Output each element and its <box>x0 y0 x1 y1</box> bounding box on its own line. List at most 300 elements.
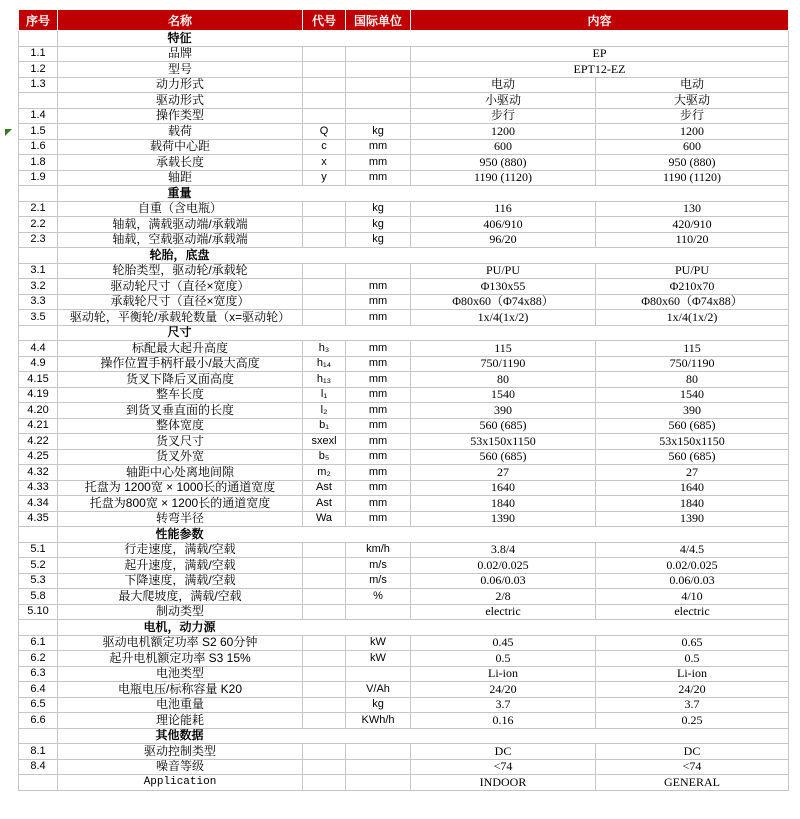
table-row <box>19 263 789 279</box>
symbol-cell[interactable] <box>303 558 346 574</box>
table-row <box>19 604 789 620</box>
symbol-cell[interactable]: m₂ <box>303 465 346 481</box>
table-row <box>19 170 789 186</box>
value-cell-model2[interactable]: 27 <box>596 465 789 481</box>
symbol-cell[interactable] <box>303 108 346 124</box>
spec-name-cell[interactable]: 下降速度，满载/空载 <box>58 573 303 589</box>
row-number-cell[interactable]: 4.21 <box>19 418 58 434</box>
row-number-cell[interactable]: 4.25 <box>19 449 58 465</box>
unit-cell[interactable]: mm <box>346 465 411 481</box>
spec-name-cell[interactable]: 品牌 <box>58 46 303 62</box>
unit-cell[interactable]: kg <box>346 124 411 140</box>
row-number-cell[interactable]: 5.3 <box>19 573 58 589</box>
unit-cell[interactable]: mm <box>346 449 411 465</box>
unit-cell[interactable]: kg <box>346 201 411 217</box>
row-number-cell[interactable]: 3.2 <box>19 279 58 295</box>
value-cell-model1[interactable]: 小驱动 <box>411 93 596 109</box>
symbol-cell[interactable]: b₁ <box>303 418 346 434</box>
spec-name-cell[interactable]: 承载长度 <box>58 155 303 171</box>
unit-cell[interactable]: kW <box>346 635 411 651</box>
value-cell-model2[interactable]: 4/10 <box>596 589 789 605</box>
symbol-cell[interactable]: c <box>303 139 346 155</box>
row-number-cell[interactable]: 5.1 <box>19 542 58 558</box>
section-title: 性能参数 <box>155 526 204 541</box>
value-cell-model1[interactable]: 950 (880) <box>411 155 596 171</box>
section-number-cell[interactable] <box>19 31 58 47</box>
table-row <box>19 93 789 109</box>
value-cell-model2[interactable]: 1640 <box>596 480 789 496</box>
value-cell-model2[interactable]: Li-ion <box>596 666 789 682</box>
symbol-cell[interactable] <box>303 604 346 620</box>
row-number-cell[interactable]: 4.9 <box>19 356 58 372</box>
value-cell-model1[interactable]: 0.45 <box>411 635 596 651</box>
row-number-cell[interactable]: 4.35 <box>19 511 58 527</box>
symbol-cell[interactable]: l₁ <box>303 387 346 403</box>
symbol-cell[interactable] <box>303 573 346 589</box>
row-number-cell[interactable]: 1.8 <box>19 155 58 171</box>
symbol-cell[interactable] <box>303 93 346 109</box>
row-number-cell[interactable] <box>19 93 58 109</box>
spec-name-cell[interactable]: 制动类型 <box>58 604 303 620</box>
header-cell-unit[interactable]: 国际单位 <box>346 10 411 31</box>
table-row <box>19 387 789 403</box>
table-row <box>19 108 789 124</box>
comment-flag-icon <box>5 129 12 136</box>
row-number-cell[interactable]: 2.2 <box>19 217 58 233</box>
spec-name-cell[interactable]: 轴载，满载驱动端/承载端 <box>58 217 303 233</box>
spec-name-cell[interactable]: 货叉外宽 <box>58 449 303 465</box>
spec-name-cell[interactable]: 整体宽度 <box>58 418 303 434</box>
value-cell-model2[interactable]: 3.7 <box>596 697 789 713</box>
row-number-cell[interactable]: 8.4 <box>19 759 58 775</box>
value-cell-model1[interactable]: 750/1190 <box>411 356 596 372</box>
row-number-cell[interactable]: 1.6 <box>19 139 58 155</box>
section-number-cell[interactable] <box>19 248 58 264</box>
spec-name-cell[interactable]: 载荷中心距 <box>58 139 303 155</box>
merged-value-cell[interactable]: EPT12-EZ <box>411 62 789 78</box>
value-cell-model2[interactable]: 390 <box>596 403 789 419</box>
value-cell-model1[interactable]: 560 (685) <box>411 449 596 465</box>
spec-name-cell[interactable]: 操作位置手柄杆最小/最大高度 <box>58 356 303 372</box>
unit-cell[interactable] <box>346 93 411 109</box>
row-number-cell[interactable]: 6.6 <box>19 713 58 729</box>
spec-name-cell[interactable]: 轮胎类型，驱动轮/承载轮 <box>58 263 303 279</box>
symbol-cell[interactable] <box>303 279 346 295</box>
table-row <box>19 511 789 527</box>
spec-name-cell[interactable]: 最大爬坡度，满载/空载 <box>58 589 303 605</box>
table-row <box>19 558 789 574</box>
row-number-cell[interactable]: 5.8 <box>19 589 58 605</box>
value-cell-model2[interactable]: 110/20 <box>596 232 789 248</box>
spec-name-cell[interactable]: 标配最大起升高度 <box>58 341 303 357</box>
unit-cell[interactable]: mm <box>346 356 411 372</box>
value-cell-model2[interactable]: 80 <box>596 372 789 388</box>
symbol-cell[interactable]: b₅ <box>303 449 346 465</box>
section-number-cell[interactable] <box>19 325 58 341</box>
unit-cell[interactable]: mm <box>346 139 411 155</box>
spec-table-body <box>19 31 789 791</box>
value-cell-model2[interactable]: 560 (685) <box>596 449 789 465</box>
table-row <box>19 372 789 388</box>
value-cell-model1[interactable]: 1200 <box>411 124 596 140</box>
section-title-cell[interactable] <box>58 186 789 202</box>
value-cell-model2[interactable]: 600 <box>596 139 789 155</box>
table-row <box>19 155 789 171</box>
symbol-cell[interactable] <box>303 62 346 78</box>
value-cell-model1[interactable]: 80 <box>411 372 596 388</box>
value-cell-model1[interactable]: INDOOR <box>411 775 596 791</box>
header-cell-content[interactable]: 内容 <box>411 10 789 31</box>
row-number-cell[interactable]: 3.3 <box>19 294 58 310</box>
section-title-cell[interactable] <box>58 31 789 47</box>
row-number-cell[interactable]: 8.1 <box>19 744 58 760</box>
symbol-cell[interactable]: Q <box>303 124 346 140</box>
value-cell-model1[interactable]: 1x/4(1x/2) <box>411 310 596 326</box>
value-cell-model2[interactable]: 大驱动 <box>596 93 789 109</box>
value-cell-model1[interactable]: 3.7 <box>411 697 596 713</box>
header-cell-name[interactable]: 名称 <box>58 10 303 31</box>
unit-cell[interactable]: kg <box>346 697 411 713</box>
value-cell-model1[interactable]: 0.5 <box>411 651 596 667</box>
value-cell-model2[interactable]: 电动 <box>596 77 789 93</box>
row-number-cell[interactable]: 6.3 <box>19 666 58 682</box>
value-cell-model1[interactable]: 电动 <box>411 77 596 93</box>
symbol-cell[interactable] <box>303 635 346 651</box>
unit-cell[interactable]: mm <box>346 372 411 388</box>
value-cell-model2[interactable]: 53x150x1150 <box>596 434 789 450</box>
value-cell-model1[interactable]: 116 <box>411 201 596 217</box>
row-number-cell[interactable]: 4.4 <box>19 341 58 357</box>
spec-name-cell[interactable]: 电池重量 <box>58 697 303 713</box>
section-title: 尺寸 <box>167 325 192 340</box>
row-number-cell[interactable]: 1.3 <box>19 77 58 93</box>
table-row <box>19 635 789 651</box>
value-cell-model2[interactable]: 560 (685) <box>596 418 789 434</box>
symbol-cell[interactable] <box>303 589 346 605</box>
unit-cell[interactable] <box>346 108 411 124</box>
row-number-cell[interactable]: 1.2 <box>19 62 58 78</box>
unit-cell[interactable]: km/h <box>346 542 411 558</box>
unit-cell[interactable] <box>346 666 411 682</box>
spec-name-cell[interactable]: 托盘为800宽 × 1200长的通道宽度 <box>58 496 303 512</box>
section-title-cell[interactable] <box>58 325 789 341</box>
value-cell-model1[interactable]: PU/PU <box>411 263 596 279</box>
value-cell-model2[interactable]: 0.06/0.03 <box>596 573 789 589</box>
value-cell-model1[interactable]: 步行 <box>411 108 596 124</box>
spec-name-cell[interactable]: 到货叉垂直面的长度 <box>58 403 303 419</box>
row-number-cell[interactable] <box>19 775 58 791</box>
symbol-cell[interactable]: x <box>303 155 346 171</box>
symbol-cell[interactable] <box>303 263 346 279</box>
section-title-cell[interactable] <box>58 527 789 543</box>
symbol-cell[interactable] <box>303 682 346 698</box>
row-number-cell[interactable]: 5.10 <box>19 604 58 620</box>
unit-cell[interactable]: mm <box>346 387 411 403</box>
table-row <box>19 651 789 667</box>
value-cell-model1[interactable]: Li-ion <box>411 666 596 682</box>
header-cell-number[interactable]: 序号 <box>19 10 58 31</box>
spec-name-cell[interactable]: 货叉下降后叉面高度 <box>58 372 303 388</box>
value-cell-model1[interactable]: 1540 <box>411 387 596 403</box>
symbol-cell[interactable] <box>303 744 346 760</box>
row-number-cell[interactable]: 1.9 <box>19 170 58 186</box>
spec-name-cell[interactable]: 驱动轮，平衡轮/承载轮数量（x=驱动轮） <box>58 310 303 326</box>
spec-name-cell[interactable]: 噪音等级 <box>58 759 303 775</box>
value-cell-model2[interactable]: 0.02/0.025 <box>596 558 789 574</box>
section-row <box>19 186 789 202</box>
table-row <box>19 465 789 481</box>
value-cell-model2[interactable]: 130 <box>596 201 789 217</box>
symbol-cell[interactable]: h₃ <box>303 341 346 357</box>
header-cell-code[interactable]: 代号 <box>303 10 346 31</box>
spec-name-cell[interactable]: 理论能耗 <box>58 713 303 729</box>
unit-cell[interactable]: mm <box>346 480 411 496</box>
value-cell-model1[interactable]: 390 <box>411 403 596 419</box>
value-cell-model1[interactable]: Φ80x60（Φ74x88） <box>411 294 596 310</box>
value-cell-model2[interactable]: Φ210x70 <box>596 279 789 295</box>
symbol-cell[interactable]: Ast <box>303 496 346 512</box>
spec-name-cell[interactable]: 轴距 <box>58 170 303 186</box>
spec-name-cell[interactable]: 驱动控制类型 <box>58 744 303 760</box>
row-number-cell[interactable]: 4.22 <box>19 434 58 450</box>
unit-cell[interactable] <box>346 775 411 791</box>
unit-cell[interactable] <box>346 46 411 62</box>
value-cell-model2[interactable]: 1840 <box>596 496 789 512</box>
unit-cell[interactable] <box>346 744 411 760</box>
symbol-cell[interactable] <box>303 697 346 713</box>
section-row <box>19 31 789 47</box>
symbol-cell[interactable] <box>303 542 346 558</box>
unit-cell[interactable] <box>346 263 411 279</box>
table-row <box>19 124 789 140</box>
row-number-cell[interactable]: 1.1 <box>19 46 58 62</box>
spec-name-cell[interactable]: Application <box>58 775 303 791</box>
table-row <box>19 310 789 326</box>
spec-name-cell[interactable]: 转弯半径 <box>58 511 303 527</box>
table-row <box>19 77 789 93</box>
symbol-cell[interactable]: h₁₃ <box>303 372 346 388</box>
spec-name-cell[interactable]: 起升速度，满载/空载 <box>58 558 303 574</box>
section-title-cell[interactable] <box>58 248 789 264</box>
table-row <box>19 46 789 62</box>
value-cell-model1[interactable]: 600 <box>411 139 596 155</box>
spec-name-cell[interactable]: 整车长度 <box>58 387 303 403</box>
unit-cell[interactable]: mm <box>346 170 411 186</box>
row-number-cell[interactable]: 6.1 <box>19 635 58 651</box>
value-cell-model2[interactable]: 0.5 <box>596 651 789 667</box>
spec-name-cell[interactable]: 货叉尺寸 <box>58 434 303 450</box>
spec-name-cell[interactable]: 行走速度，满载/空载 <box>58 542 303 558</box>
unit-cell[interactable]: mm <box>346 403 411 419</box>
value-cell-model2[interactable]: 0.65 <box>596 635 789 651</box>
value-cell-model1[interactable]: 1390 <box>411 511 596 527</box>
section-title-cell[interactable] <box>58 620 789 636</box>
row-number-cell[interactable]: 4.20 <box>19 403 58 419</box>
section-number-cell[interactable] <box>19 527 58 543</box>
row-number-cell[interactable]: 4.33 <box>19 480 58 496</box>
unit-cell[interactable]: kg <box>346 232 411 248</box>
spec-name-cell[interactable]: 驱动形式 <box>58 93 303 109</box>
table-row <box>19 449 789 465</box>
spec-name-cell[interactable]: 驱动电机额定功率 S2 60分钟 <box>58 635 303 651</box>
spec-name-cell[interactable]: 轴距中心处离地间隙 <box>58 465 303 481</box>
row-number-cell[interactable]: 5.2 <box>19 558 58 574</box>
spec-table <box>18 9 789 791</box>
value-cell-model2[interactable]: 步行 <box>596 108 789 124</box>
value-cell-model1[interactable]: 115 <box>411 341 596 357</box>
value-cell-model2[interactable]: <74 <box>596 759 789 775</box>
section-number-cell[interactable] <box>19 728 58 744</box>
row-number-cell[interactable]: 4.34 <box>19 496 58 512</box>
symbol-cell[interactable]: Ast <box>303 480 346 496</box>
spec-name-cell[interactable]: 托盘为 1200宽 × 1000长的通道宽度 <box>58 480 303 496</box>
section-number-cell[interactable] <box>19 620 58 636</box>
unit-cell[interactable]: mm <box>346 496 411 512</box>
value-cell-model1[interactable]: 24/20 <box>411 682 596 698</box>
row-number-cell[interactable]: 4.19 <box>19 387 58 403</box>
row-number-cell[interactable]: 2.1 <box>19 201 58 217</box>
value-cell-model1[interactable]: 96/20 <box>411 232 596 248</box>
table-row <box>19 62 789 78</box>
value-cell-model2[interactable]: 0.25 <box>596 713 789 729</box>
table-row <box>19 542 789 558</box>
unit-cell[interactable]: mm <box>346 511 411 527</box>
value-cell-model2[interactable]: 115 <box>596 341 789 357</box>
unit-cell[interactable]: m/s <box>346 558 411 574</box>
unit-cell[interactable]: mm <box>346 310 411 326</box>
symbol-cell[interactable] <box>303 294 346 310</box>
symbol-cell[interactable]: sxexl <box>303 434 346 450</box>
symbol-cell[interactable]: Wa <box>303 511 346 527</box>
symbol-cell[interactable] <box>303 759 346 775</box>
value-cell-model1[interactable]: DC <box>411 744 596 760</box>
symbol-cell[interactable] <box>303 46 346 62</box>
unit-cell[interactable]: kg <box>346 217 411 233</box>
symbol-cell[interactable]: y <box>303 170 346 186</box>
unit-cell[interactable]: m/s <box>346 573 411 589</box>
row-number-cell[interactable]: 3.5 <box>19 310 58 326</box>
value-cell-model1[interactable]: 1190 (1120) <box>411 170 596 186</box>
value-cell-model1[interactable]: 1840 <box>411 496 596 512</box>
symbol-cell[interactable] <box>303 232 346 248</box>
spec-name-cell[interactable]: 载荷 <box>58 124 303 140</box>
symbol-cell[interactable] <box>303 77 346 93</box>
table-row <box>19 201 789 217</box>
row-number-cell[interactable]: 1.4 <box>19 108 58 124</box>
row-number-cell[interactable]: 4.15 <box>19 372 58 388</box>
symbol-cell[interactable] <box>303 201 346 217</box>
value-cell-model2[interactable]: DC <box>596 744 789 760</box>
unit-cell[interactable] <box>346 62 411 78</box>
value-cell-model2[interactable]: Φ80x60（Φ74x88） <box>596 294 789 310</box>
value-cell-model2[interactable]: 1x/4(1x/2) <box>596 310 789 326</box>
section-title-cell[interactable] <box>58 728 789 744</box>
section-number-cell[interactable] <box>19 186 58 202</box>
unit-cell[interactable] <box>346 77 411 93</box>
spec-name-cell[interactable]: 电瓶电压/标称容量 K20 <box>58 682 303 698</box>
value-cell-model2[interactable]: 1540 <box>596 387 789 403</box>
value-cell-model1[interactable]: 1640 <box>411 480 596 496</box>
spec-name-cell[interactable]: 驱动轮尺寸（直径×宽度） <box>58 279 303 295</box>
value-cell-model1[interactable]: 53x150x1150 <box>411 434 596 450</box>
unit-cell[interactable] <box>346 604 411 620</box>
value-cell-model2[interactable]: 750/1190 <box>596 356 789 372</box>
spec-table-header <box>19 10 789 31</box>
symbol-cell[interactable] <box>303 651 346 667</box>
value-cell-model1[interactable]: 0.02/0.025 <box>411 558 596 574</box>
unit-cell[interactable] <box>346 759 411 775</box>
row-number-cell[interactable]: 6.5 <box>19 697 58 713</box>
unit-cell[interactable]: mm <box>346 418 411 434</box>
symbol-cell[interactable] <box>303 713 346 729</box>
spec-name-cell[interactable]: 电池类型 <box>58 666 303 682</box>
value-cell-model1[interactable]: 406/910 <box>411 217 596 233</box>
row-number-cell[interactable]: 6.2 <box>19 651 58 667</box>
unit-cell[interactable]: % <box>346 589 411 605</box>
value-cell-model1[interactable]: 2/8 <box>411 589 596 605</box>
spec-name-cell[interactable]: 承载轮尺寸（直径×宽度） <box>58 294 303 310</box>
row-number-cell[interactable]: 1.5 <box>19 124 58 140</box>
value-cell-model1[interactable]: Φ130x55 <box>411 279 596 295</box>
symbol-cell[interactable] <box>303 217 346 233</box>
spec-name-cell[interactable]: 操作类型 <box>58 108 303 124</box>
value-cell-model1[interactable]: 0.06/0.03 <box>411 573 596 589</box>
row-number-cell[interactable]: 4.32 <box>19 465 58 481</box>
value-cell-model1[interactable]: 0.16 <box>411 713 596 729</box>
value-cell-model2[interactable]: 1390 <box>596 511 789 527</box>
unit-cell[interactable]: mm <box>346 341 411 357</box>
value-cell-model1[interactable]: 3.8/4 <box>411 542 596 558</box>
spec-name-cell[interactable]: 起升电机额定功率 S3 15% <box>58 651 303 667</box>
value-cell-model2[interactable]: 24/20 <box>596 682 789 698</box>
merged-value-cell[interactable]: EP <box>411 46 789 62</box>
value-cell-model2[interactable]: PU/PU <box>596 263 789 279</box>
symbol-cell[interactable]: h₁₄ <box>303 356 346 372</box>
value-cell-model2[interactable]: 4/4.5 <box>596 542 789 558</box>
section-title: 电机，动力源 <box>143 619 216 634</box>
unit-cell[interactable]: kW <box>346 651 411 667</box>
table-row <box>19 573 789 589</box>
unit-cell[interactable]: mm <box>346 434 411 450</box>
value-cell-model1[interactable]: 560 (685) <box>411 418 596 434</box>
symbol-cell[interactable] <box>303 775 346 791</box>
row-number-cell[interactable]: 6.4 <box>19 682 58 698</box>
unit-cell[interactable]: mm <box>346 279 411 295</box>
value-cell-model2[interactable]: 1200 <box>596 124 789 140</box>
row-number-cell[interactable]: 2.3 <box>19 232 58 248</box>
value-cell-model1[interactable]: electric <box>411 604 596 620</box>
unit-cell[interactable]: KWh/h <box>346 713 411 729</box>
value-cell-model1[interactable]: <74 <box>411 759 596 775</box>
value-cell-model2[interactable]: electric <box>596 604 789 620</box>
value-cell-model2[interactable]: 420/910 <box>596 217 789 233</box>
value-cell-model2[interactable]: 1190 (1120) <box>596 170 789 186</box>
spec-name-cell[interactable]: 动力形式 <box>58 77 303 93</box>
symbol-cell[interactable]: l₂ <box>303 403 346 419</box>
unit-cell[interactable]: mm <box>346 155 411 171</box>
value-cell-model2[interactable]: GENERAL <box>596 775 789 791</box>
value-cell-model2[interactable]: 950 (880) <box>596 155 789 171</box>
spec-name-cell[interactable]: 型号 <box>58 62 303 78</box>
symbol-cell[interactable] <box>303 310 346 326</box>
value-cell-model1[interactable]: 27 <box>411 465 596 481</box>
symbol-cell[interactable] <box>303 666 346 682</box>
row-number-cell[interactable]: 3.1 <box>19 263 58 279</box>
unit-cell[interactable]: mm <box>346 294 411 310</box>
spec-name-cell[interactable]: 轴载，空载驱动端/承载端 <box>58 232 303 248</box>
unit-cell[interactable]: V/Ah <box>346 682 411 698</box>
spec-name-cell[interactable]: 自重（含电瓶） <box>58 201 303 217</box>
